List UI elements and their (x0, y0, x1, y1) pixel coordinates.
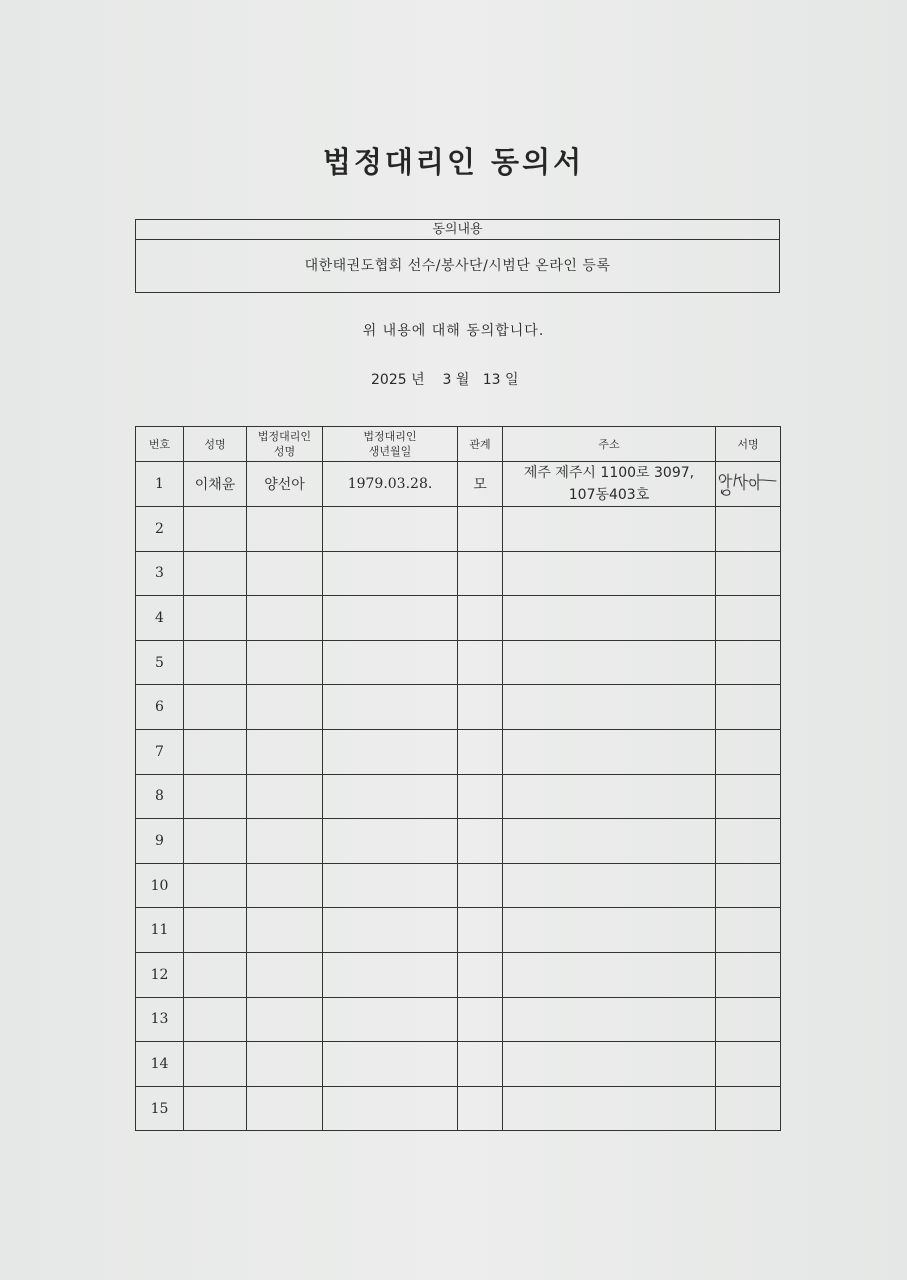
row-number: 12 (136, 952, 184, 997)
row-number: 11 (136, 908, 184, 953)
row-address (503, 462, 716, 507)
table-row (136, 819, 781, 864)
table-row (136, 640, 781, 685)
table-row (136, 952, 781, 997)
table-row (136, 1086, 781, 1131)
row-number: 8 (136, 774, 184, 819)
handwritten-signature (716, 468, 781, 500)
table-row (136, 863, 781, 908)
row-number: 14 (136, 1042, 184, 1087)
table-row (136, 685, 781, 730)
table-row (136, 774, 781, 819)
date-day: 13 (482, 372, 501, 388)
address-line-1: 제주 제주시 1100로 3097, (523, 465, 695, 481)
row-guardian-name: 양선아 (247, 462, 323, 507)
row-name: 이채윤 (184, 462, 247, 507)
agreement-statement: 위 내용에 대해 동의합니다. (362, 323, 545, 339)
header-name: 성명 (184, 427, 247, 462)
date-month-unit: 월 (455, 372, 470, 388)
row-number: 1 (136, 462, 184, 507)
header-guardian-birth: 법정대리인 생년월일 (323, 427, 458, 462)
date-year-unit: 년 (411, 372, 425, 388)
row-number: 10 (136, 863, 184, 908)
guardian-consent-table (135, 426, 781, 1131)
consent-box (135, 219, 780, 293)
consent-body: 대한태권도협회 선수/봉사단/시범단 온라인 등록 (304, 258, 611, 274)
header-number: 번호 (136, 427, 184, 462)
row-number: 2 (136, 507, 184, 552)
table-row (136, 596, 781, 641)
row-number: 13 (136, 997, 184, 1042)
row-number: 7 (136, 729, 184, 774)
date-month: 3 (442, 372, 452, 388)
table-row (136, 462, 781, 507)
row-guardian-birth: 1979.03.28. (323, 462, 458, 507)
consent-date (371, 369, 519, 389)
table-row (136, 507, 781, 552)
table-row (136, 908, 781, 953)
header-guardian-name: 법정대리인 성명 (247, 427, 323, 462)
row-number: 6 (136, 685, 184, 730)
row-number: 4 (136, 596, 184, 641)
row-number: 5 (136, 640, 184, 685)
table-row (136, 551, 781, 596)
table-row (136, 1042, 781, 1087)
header-address: 주소 (503, 427, 716, 462)
header-relation: 관계 (458, 427, 503, 462)
consent-header: 동의내용 (136, 220, 779, 240)
table-header-row (136, 427, 781, 462)
table-row (136, 729, 781, 774)
date-day-unit: 일 (504, 372, 519, 388)
table-row (136, 997, 781, 1042)
date-year: 2025 (371, 372, 407, 388)
page-title: 법정대리인 동의서 (322, 145, 585, 179)
row-number: 3 (136, 551, 184, 596)
row-number: 15 (136, 1086, 184, 1131)
header-signature: 서명 (716, 427, 781, 462)
row-number: 9 (136, 819, 184, 864)
address-line-2: 107동403호 (568, 487, 650, 503)
row-relation: 모 (458, 462, 503, 507)
row-signature (716, 462, 781, 507)
